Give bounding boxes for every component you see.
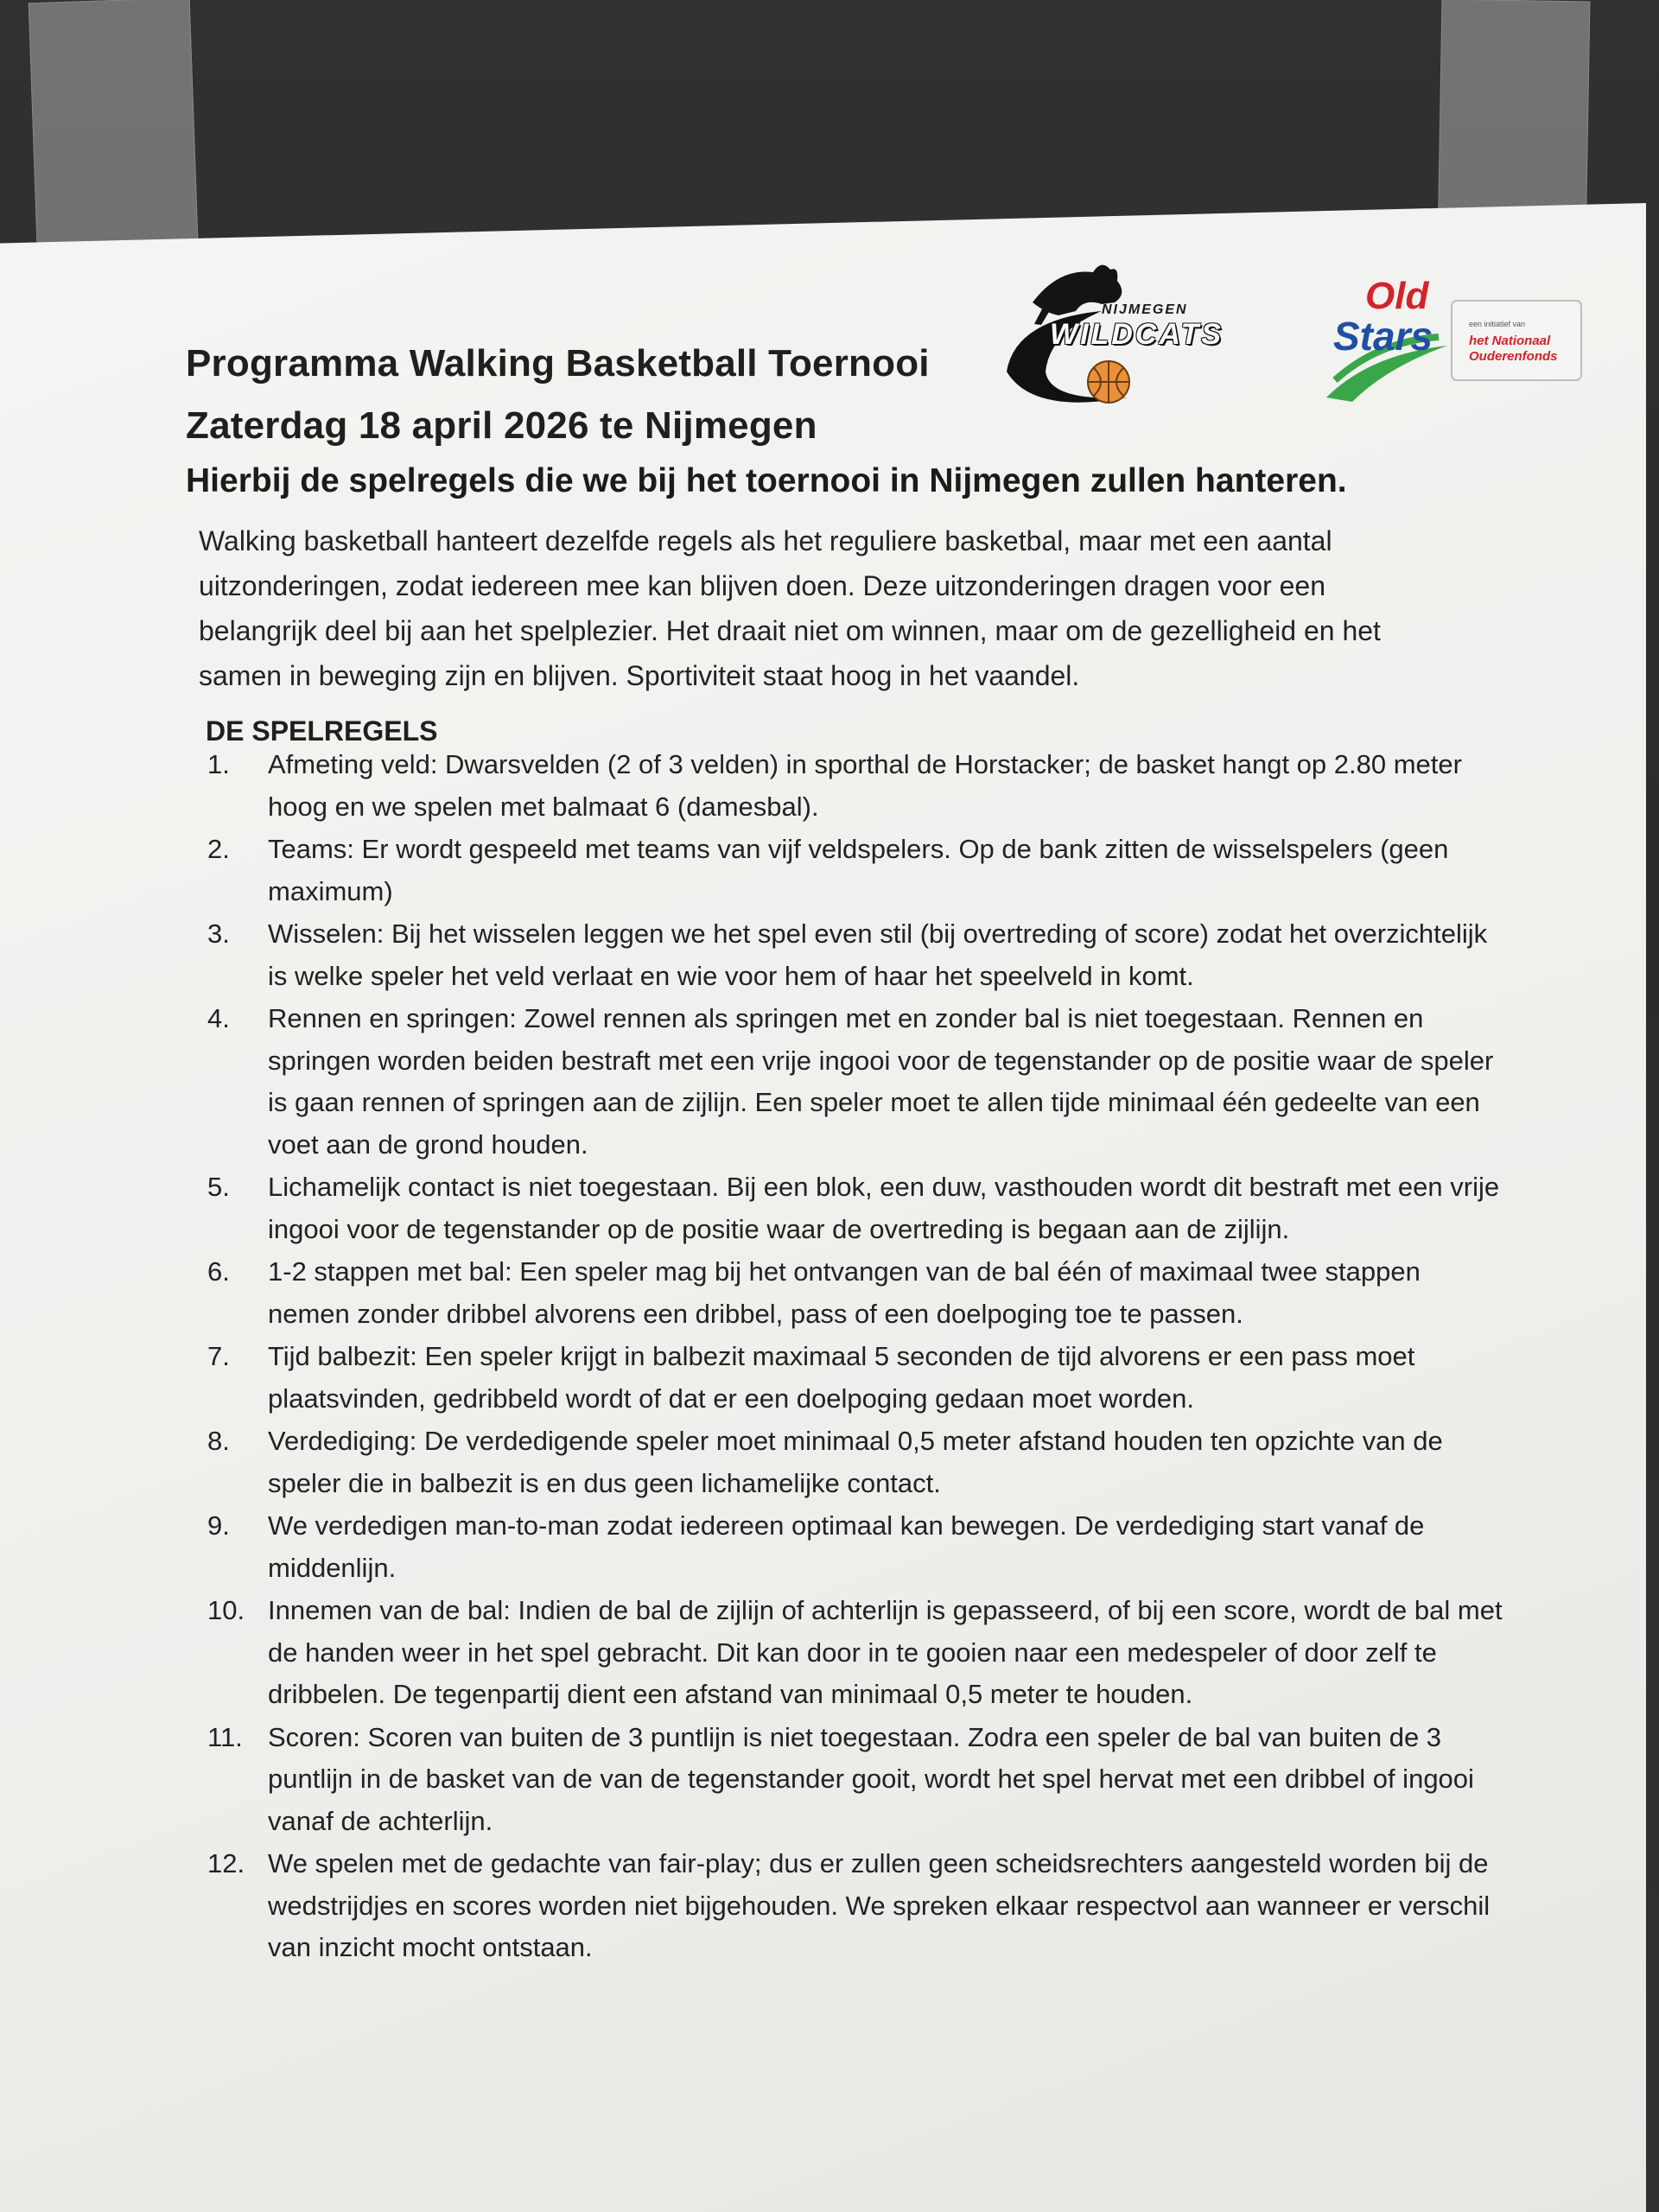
page-date-line: Zaterdag 18 april 2026 te Nijmegen (186, 404, 817, 447)
rule-item (207, 1717, 1503, 1843)
oldstars-tagline-2: Ouderenfonds (1469, 349, 1558, 364)
rule-number: 8. (207, 1426, 230, 1456)
rule-number: 3. (207, 918, 230, 949)
wildcats-city-text: NIJMEGEN (1102, 302, 1188, 317)
oldstars-tagline-small: een initiatief van (1469, 320, 1526, 328)
rule-number: 5. (207, 1172, 230, 1202)
rule-number: 2. (207, 834, 230, 864)
rule-item (207, 744, 1503, 828)
rule-item (207, 1590, 1503, 1716)
rule-text: Scoren: Scoren van buiten de 3 puntlijn is niet toegestaan. Zodra een speler de bal van buiten de 3 puntlijn in de basket van de van de tegenstander gooit, wordt het spel hervat met een dribbel of ingooi vanaf de achterlijn. (268, 1721, 1474, 1836)
rules-list (207, 743, 1503, 1969)
rule-item (207, 913, 1503, 997)
rule-item (207, 998, 1503, 1166)
rule-item (207, 1251, 1503, 1335)
rule-item (207, 1336, 1503, 1420)
rule-number: 4. (207, 1003, 230, 1033)
rule-item (207, 1505, 1503, 1589)
page-title: Programma Walking Basketball Toernooi (186, 342, 930, 385)
rule-item (207, 829, 1503, 912)
oldstars-stars-text: Stars (1333, 314, 1433, 359)
rule-number: 1. (207, 749, 230, 779)
rule-text: We verdedigen man-to-man zodat iedereen optimaal kan bewegen. De verdediging start vanaf de middenlijn. (268, 1510, 1425, 1583)
rule-item (207, 1843, 1503, 1969)
rule-text: Rennen en springen: Zowel rennen als springen met en zonder bal is niet toegestaan. Rennen en springen worden beiden bestraft met een vrije ingooi voor de tegenstander op de positie waar de speler is gaan rennen of springen aan de zijlijn. Een speler moet te allen tijde minimaal één gedeelte van een voet aan de grond houden. (268, 1003, 1494, 1160)
rule-item (207, 1421, 1503, 1504)
rule-number: 10. (207, 1595, 245, 1625)
rule-text: 1-2 stappen met bal: Een speler mag bij het ontvangen van de bal één of maximaal twee stappen nemen zonder dribbel alvorens een dribbel, pass of een doelpoging toe te passen. (268, 1256, 1421, 1329)
oldstars-tagline-1: het Nationaal (1469, 334, 1551, 348)
wildcats-name-text: WILDCATS (1050, 318, 1224, 351)
document-header (186, 333, 1395, 505)
oldstars-old-text: Old (1365, 275, 1429, 317)
rule-text: Wisselen: Bij het wisselen leggen we het spel even stil (bij overtreding of score) zodat het overzichtelijk is welke speler het veld verlaat en wie voor hem of haar het speelveld in komt. (268, 918, 1488, 991)
rule-number: 11. (207, 1721, 243, 1752)
rule-number: 7. (207, 1341, 230, 1371)
intro-paragraph: Walking basketball hanteert dezelfde regels als het reguliere basketbal, maar met een aantal uitzonderingen, zodat iedereen mee kan blijven doen. Deze uitzonderingen dragen voor een belangrijk deel bij aan het spelplezier. Het draait niet om winnen, maar om de gezelligheid en het samen in beweging zijn en blijven. Sportiviteit staat hoog in het vaandel. (199, 525, 1381, 691)
rule-number: 12. (207, 1848, 245, 1878)
rule-text: Teams: Er wordt gespeeld met teams van vijf veldspelers. Op de bank zitten de wisselspelers (geen maximum) (268, 834, 1449, 906)
page-subtitle: Hierbij de spelregels die we bij het toernooi in Nijmegen zullen hanteren. (186, 462, 1347, 499)
rule-text: Tijd balbezit: Een speler krijgt in balbezit maximaal 5 seconden de tijd alvorens er een pass moet plaatsvinden, gedribbeld wordt of dat er een doelpoging gedaan moet worden. (268, 1341, 1415, 1414)
rule-text: Innemen van de bal: Indien de bal de zijlijn of achterlijn is gepasseerd, of bij een score, wordt de bal met de handen weer in het spel gebracht. Dit kan door in te gooien naar een medespeler of door zelf te dribbelen. De tegenpartij dient een afstand van minimaal 0,5 meter te houden. (268, 1595, 1503, 1709)
rule-text: Verdediging: De verdedigende speler moet minimaal 0,5 meter afstand houden ten opzichte van de speler die in balbezit is en dus geen lichamelijke contact. (268, 1426, 1443, 1498)
rule-text: Lichamelijk contact is niet toegestaan. Bij een blok, een duw, vasthouden wordt dit bestraft met een vrije ingooi voor de tegenstander op de positie waar de overtreding is begaan aan de zijlijn. (268, 1172, 1500, 1244)
rule-number: 6. (207, 1256, 230, 1287)
rules-heading: DE SPELREGELS (206, 715, 438, 747)
rule-text: Afmeting veld: Dwarsvelden (2 of 3 velden) in sporthal de Horstacker; de basket hangt op 2.80 meter hoog en we spelen met balmaat 6 (damesbal). (268, 749, 1462, 822)
rule-text: We spelen met de gedachte van fair-play; dus er zullen geen scheidsrechters aangesteld worden bij de wedstrijdjes en scores worden niet bijgehouden. We spreken elkaar respectvol aan wanneer er verschil van inzicht mocht ontstaan. (268, 1848, 1491, 1962)
rule-item (207, 1166, 1503, 1250)
rule-number: 9. (207, 1510, 230, 1541)
